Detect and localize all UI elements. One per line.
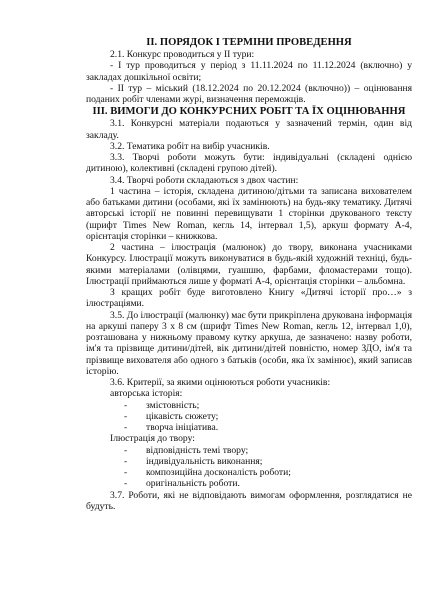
story-criteria-label: авторська історія: <box>110 388 183 400</box>
best-works-text: З кращих робіт буде виготовлено Книгу «Дитячі історії про…» з ілюстраціями. <box>86 287 412 310</box>
paragraph-3-4: 3.4. Творчі роботи складаються з двох частин: <box>110 174 299 186</box>
document-page <box>86 36 412 512</box>
list-item-text: творча ініціатива. <box>146 422 219 433</box>
list-item-text: оригінальність роботи. <box>146 478 240 490</box>
list-item-text: відповідність темі твору; <box>146 444 249 456</box>
paragraph-3-1: 3.1. Конкурсні матеріали подаються у зазначений термін, один від закладу. <box>86 118 412 141</box>
list-item <box>86 478 412 489</box>
paragraph-3-3: 3.3. Творчі роботи можуть бути: індивідуальні (складені однією дитиною), колективні (складені групою дітей). <box>86 152 412 175</box>
list-item <box>86 467 412 478</box>
dash-bullet: - <box>124 478 128 490</box>
list-item <box>86 456 412 467</box>
tour-1-text: - І тур проводиться у період з 11.11.2024 по 11.12.2024 (включно) у закладах дошкільної освіти; <box>86 60 412 83</box>
list-item-text: композиційна досконалість роботи; <box>146 467 291 478</box>
list-item <box>86 411 412 422</box>
dash-bullet: - <box>124 410 128 422</box>
list-item-text: індивідуальність виконання; <box>146 455 263 467</box>
section-3-heading: ІІІ. ВИМОГИ ДО КОНКУРСНИХ РОБІТ ТА ЇХ ОЦІНЮВАННЯ <box>92 106 406 118</box>
illustration-criteria-list <box>86 445 412 490</box>
dash-bullet: - <box>124 422 128 433</box>
list-item-text: цікавість сюжету; <box>146 410 219 422</box>
paragraph-3-6: 3.6. Критерії, за якими оцінюються роботи учасників: <box>110 377 331 388</box>
dash-bullet: - <box>124 399 128 411</box>
illustration-criteria-label: Ілюстрація до твору: <box>110 433 195 445</box>
paragraph-3-7: 3.7. Роботи, які не відповідають вимогам оформлення, розглядатися не будуть. <box>86 489 412 512</box>
section-2-heading: ІІ. ПОРЯДОК І ТЕРМІНИ ПРОВЕДЕННЯ <box>146 37 352 48</box>
paragraph-3-5: 3.5. До ілюстрації (малюнку) має бути прикріплена друкована інформація на аркуші паперу 3 х 8 см (шрифт Times New Roman, кегль 12, інтервал 1,0), розташована у нижньому правому кутку аркуша, де зазначено: назву роботи, ім'я та прізвище дитини/дітей, вік дитини/дітей повністю, номер ЗДО, ім'я та прізвище вихователя або одного з батьків (особи, яка їх замінює), який записав історію. <box>86 309 412 377</box>
paragraph-3-2: 3.2. Тематика робіт на вибір учасників. <box>110 140 270 152</box>
tour-2-text: - ІІ тур – міський (18.12.2024 по 20.12.2024 (включно)) – оцінювання поданих робіт членами журі, визначення переможців. <box>86 82 412 105</box>
story-criteria-list <box>86 400 412 434</box>
dash-bullet: - <box>124 444 128 456</box>
list-item-text: змістовність; <box>146 399 200 411</box>
list-item <box>86 400 412 411</box>
paragraph-2-1: 2.1. Конкурс проводиться у ІІ тури: <box>110 49 255 60</box>
part-2-text: 2 частина – ілюстрація (малюнок) до твору, виконана учасниками Конкурсу. Ілюстрації можуть виконуватися в будь-якій художній техніці, будь-якими матеріалами (олівцями, гуашшю, фарбами, фломастерами тощо). Ілюстрації приймаються лише у форматі А-4, орієнтація сторінки – альбомна. <box>86 242 412 287</box>
dash-bullet: - <box>124 455 128 467</box>
list-item <box>86 422 412 433</box>
part-1-text: 1 частина – історія, складена дитиною/дітьми та записана вихователем або батьками дитини (особами, які їх замінюють) на будь-яку тематику. Дитячі авторські історії не повинні перевищувати 1 сторінки друкованого тексту (шрифт Times New Roman, кегль 14, інтервал 1,5), аркуш формату А-4, орієнтація сторінки – книжкова. <box>86 185 412 242</box>
dash-bullet: - <box>124 467 128 478</box>
list-item <box>86 445 412 456</box>
